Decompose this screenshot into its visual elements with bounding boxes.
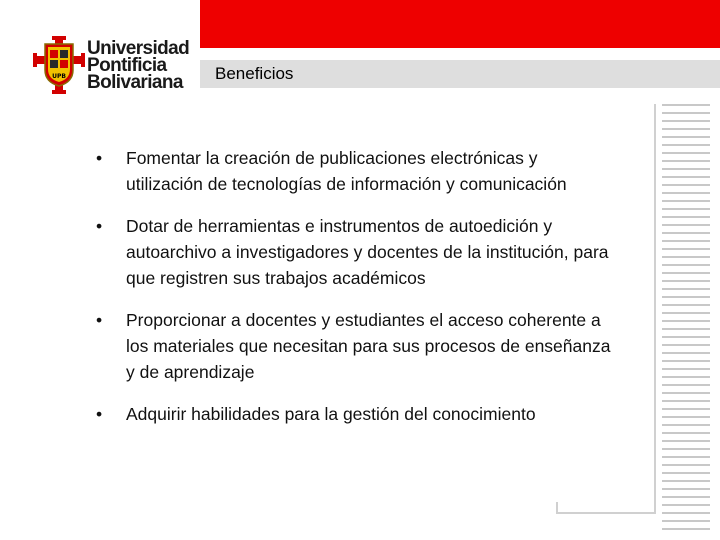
bullet-text: Fomentar la creación de publicaciones electrónicas y utilización de tecnologías de información y comunicación — [126, 148, 567, 194]
logo-wordmark — [87, 40, 189, 91]
shield-cross-icon — [33, 36, 85, 94]
bullet-text: Proporcionar a docentes y estudiantes el acceso coherente a los materiales que necesitan para sus procesos de enseñanza y de aprendizaje — [126, 310, 611, 382]
header-red-band — [200, 0, 720, 48]
bullet-text: Dotar de herramientas e instrumentos de autoedición y autoarchivo a investigadores y docentes de la institución, para que registren sus trabajos académicos — [126, 216, 609, 288]
university-logo — [33, 36, 190, 94]
logo-line-2: Pontificia — [87, 55, 167, 76]
frame-bottom-line — [556, 512, 656, 514]
decorative-stripes — [662, 104, 710, 534]
slide-title: Beneficios — [215, 64, 294, 83]
bullet-marker: • — [96, 404, 103, 424]
logo-line-1: Universidad — [87, 38, 190, 59]
logo-line-3: Bolivariana — [87, 72, 183, 93]
frame-right-line — [654, 104, 656, 514]
bullet-text: Adquirir habilidades para la gestión del conocimiento — [126, 404, 536, 424]
bullet-item — [96, 213, 616, 291]
bullet-item — [96, 401, 616, 427]
title-band — [200, 60, 720, 88]
bullet-marker: • — [96, 216, 103, 236]
bullet-item — [96, 145, 616, 197]
bullet-marker: • — [96, 148, 103, 168]
shield-text: UPB — [52, 73, 66, 80]
frame-bottom-tick — [556, 502, 558, 514]
bullet-item — [96, 307, 616, 385]
bullet-marker: • — [96, 310, 103, 330]
bullet-list — [96, 145, 616, 443]
